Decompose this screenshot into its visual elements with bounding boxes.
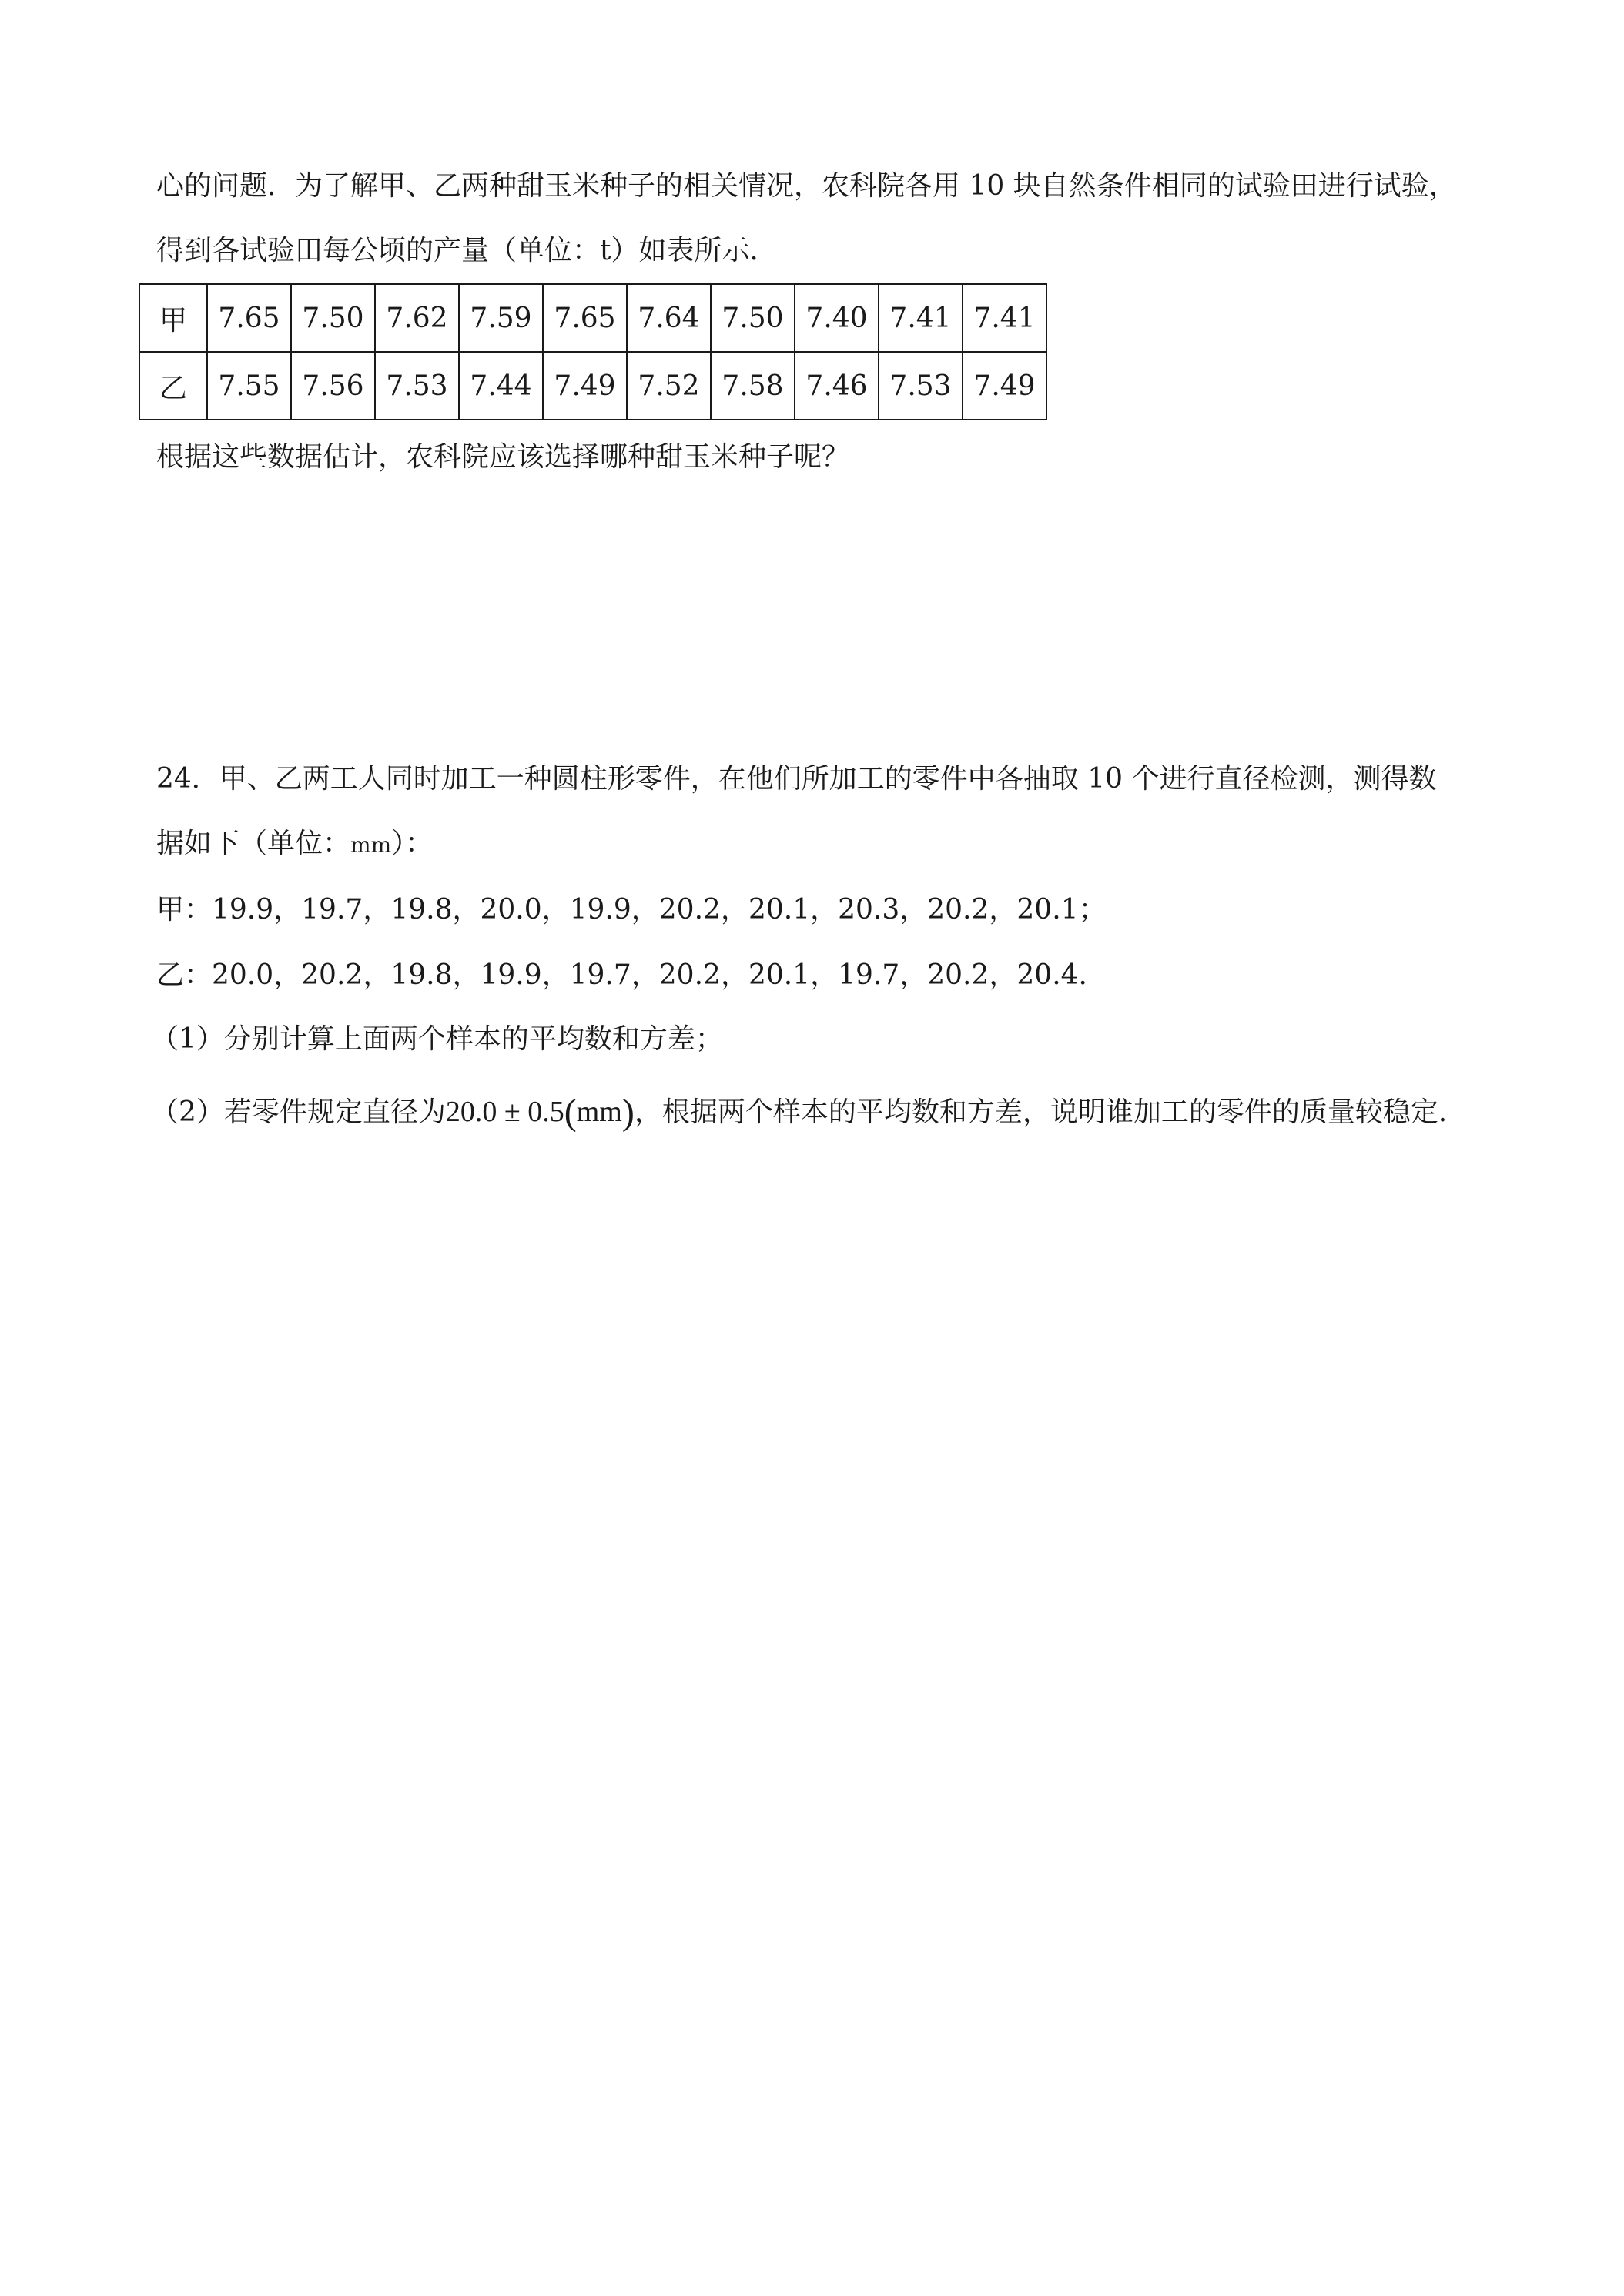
- problem23-intro-line2: 得到各试验田每公顷的产量（单位：t）如表所示．: [156, 235, 778, 266]
- table-cell: 7.52: [627, 352, 711, 420]
- table-cell: 7.50: [711, 284, 795, 352]
- formula-paren-close: ): [621, 1092, 635, 1133]
- table-cell: 7.49: [963, 352, 1046, 420]
- table-cell: 7.46: [795, 352, 879, 420]
- problem24-line2: [156, 825, 433, 864]
- table-cell: 7.59: [459, 284, 543, 352]
- table-cell: 7.53: [375, 352, 459, 420]
- problem24-line1: 24．甲、乙两工人同时加工一种圆柱形零件，在他们所加工的零件中各抽取 10 个进行直径检测，测得数: [156, 763, 1437, 795]
- problem24-part1: （1）分别计算上面两个样本的平均数和方差；: [151, 1023, 723, 1055]
- unit-mm: mm: [350, 832, 392, 858]
- formula-unit: mm: [576, 1096, 622, 1128]
- problem23-question: 根据这些数据估计，农科院应该选择哪种甜玉米种子呢？: [156, 441, 850, 473]
- table-row: [139, 284, 1046, 352]
- problem24-line2-prefix: 据如下（单位：: [156, 828, 351, 859]
- problem24-part2: [151, 1093, 1466, 1131]
- table-cell: 7.50: [291, 284, 375, 352]
- table-cell: 7.41: [963, 284, 1046, 352]
- formula-value: 20.0 ± 0.5: [445, 1096, 564, 1128]
- part2-prefix: （2）若零件规定直径为: [151, 1096, 446, 1128]
- formula-paren-open: (: [564, 1092, 577, 1133]
- part2-suffix: ，根据两个样本的平均数和方差，说明谁加工的零件的质量较稳定．: [634, 1096, 1466, 1128]
- table-cell: 7.62: [375, 284, 459, 352]
- table-cell: 7.58: [711, 352, 795, 420]
- table-cell: 7.56: [291, 352, 375, 420]
- row-label: 甲: [139, 284, 207, 352]
- worker-yi-data: 乙：20.0，20.2，19.8，19.9，19.7，20.2，20.1，19.7，20.2，20.4．: [156, 959, 1107, 991]
- table-cell: 7.41: [879, 284, 963, 352]
- table-row: [139, 352, 1046, 420]
- problem23-intro-line1: 心的问题．为了解甲、乙两种甜玉米种子的相关情况，农科院各用 10 块自然条件相同的试验田进行试验，: [156, 170, 1457, 202]
- yield-table-body: [139, 284, 1046, 420]
- table-cell: 7.44: [459, 352, 543, 420]
- row-label: 乙: [139, 352, 207, 420]
- table-cell: 7.64: [627, 284, 711, 352]
- table-cell: 7.53: [879, 352, 963, 420]
- table-cell: 7.65: [543, 284, 627, 352]
- problem24-line2-suffix: ）：: [391, 828, 434, 859]
- yield-table: [139, 283, 1047, 420]
- table-cell: 7.49: [543, 352, 627, 420]
- table-cell: 7.55: [207, 352, 291, 420]
- table-cell: 7.40: [795, 284, 879, 352]
- table-cell: 7.65: [207, 284, 291, 352]
- tolerance-formula: [445, 1092, 635, 1133]
- worker-jia-data: 甲：19.9，19.7，19.8，20.0，19.9，20.2，20.1，20.3，20.2，20.1；: [156, 894, 1107, 925]
